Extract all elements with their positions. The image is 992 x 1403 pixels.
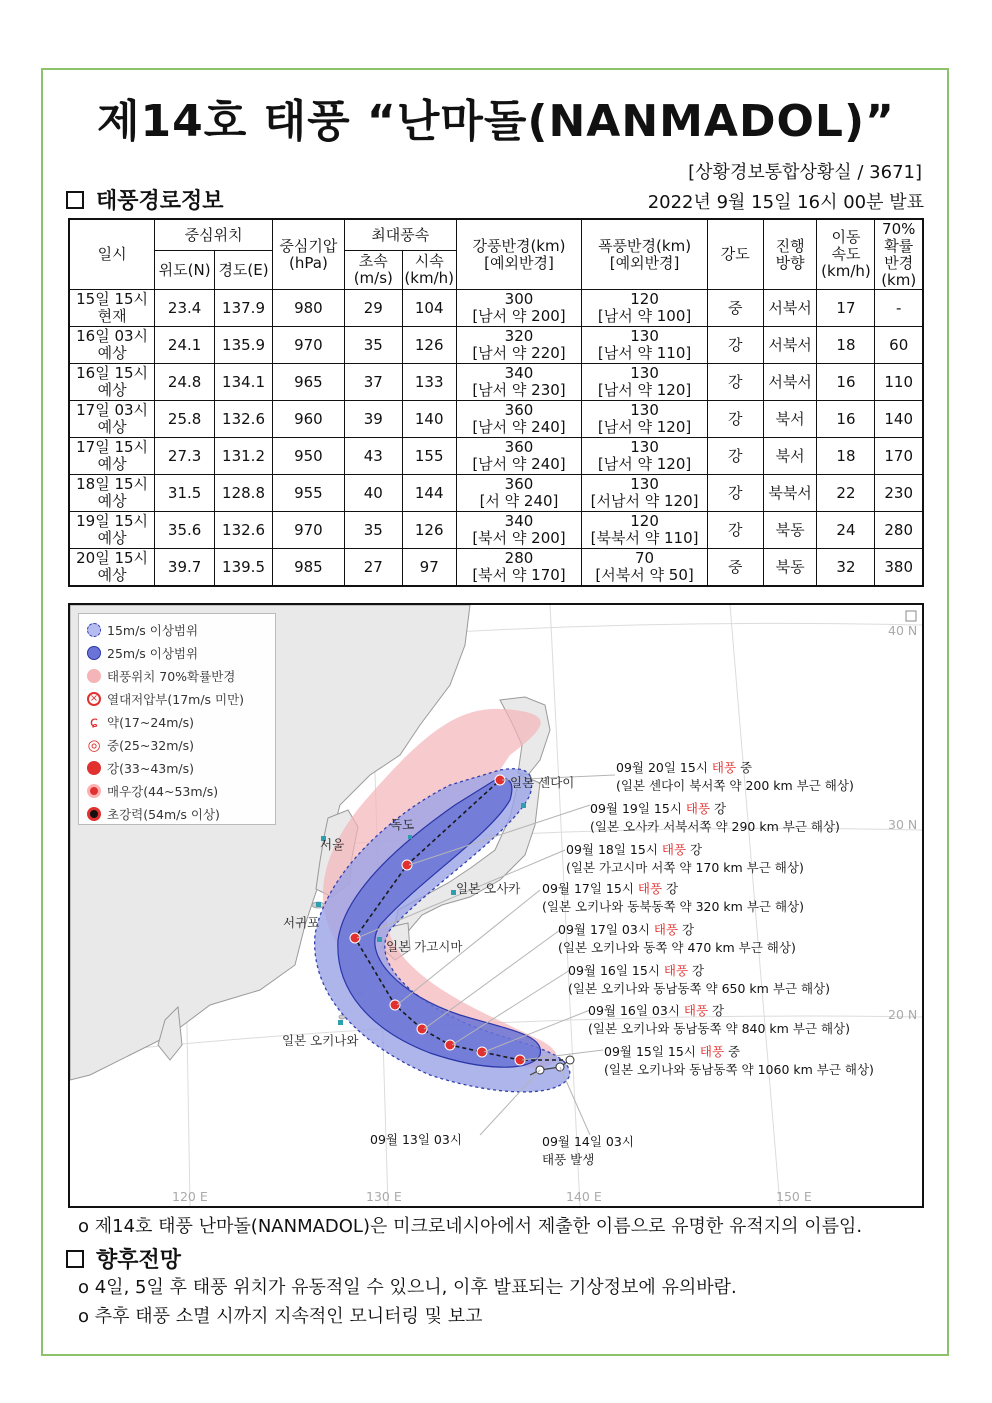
typhoon-super-icon bbox=[87, 807, 101, 821]
coord-30n: 30 N bbox=[888, 817, 918, 832]
annotation-0917-15: 09월 17일 15시 태풍 강 (일본 오키나와 동북동쪽 약 320 km 부근 해상) bbox=[542, 881, 804, 914]
label-osaka: 일본 오사카 bbox=[456, 881, 521, 896]
th-kmh: 시속 (km/h) bbox=[402, 251, 456, 290]
office-label: [상황경보통합상황실 / 3671] bbox=[688, 162, 922, 183]
section-outlook-label: 향후전망 bbox=[96, 1248, 182, 1273]
track-table bbox=[68, 218, 924, 587]
label-okinawa: 일본 오키나와 bbox=[282, 1033, 359, 1048]
th-direction: 진행 방향 bbox=[763, 219, 817, 290]
marker-okinawa bbox=[338, 1020, 343, 1025]
coord-120e: 120 E bbox=[172, 1189, 208, 1204]
page-title: 제14호 태풍 “난마돌(NANMADOL)” bbox=[97, 96, 895, 147]
label-kagoshima: 일본 가고시마 bbox=[386, 939, 463, 954]
th-prob: 70% 확률 반경 (km) bbox=[875, 219, 923, 290]
label-seoul: 서울 bbox=[320, 837, 345, 852]
legend-15ms: 15m/s 이상범위 bbox=[87, 620, 198, 640]
th-speed: 이동 속도 (km/h) bbox=[817, 219, 875, 290]
typhoon-track-map bbox=[68, 603, 924, 1208]
annotation-0918: 09월 18일 15시 태풍 강 (일본 가고시마 서쪽 약 170 km 부근 해상) bbox=[566, 842, 804, 875]
th-intensity: 강도 bbox=[707, 219, 763, 290]
track-point-0916-15 bbox=[445, 1040, 455, 1050]
label-origin-0914: 09월 14일 03시 태풍 발생 bbox=[542, 1134, 634, 1167]
label-seogwipo: 서귀포 bbox=[283, 915, 320, 930]
coord-40n: 40 N bbox=[888, 623, 918, 638]
coord-130e: 130 E bbox=[366, 1189, 402, 1204]
section-outlook-heading bbox=[66, 1243, 181, 1274]
table-row: 19일 15시 예상 35.6 132.6 970 35 126 340 [북서 약 200] 120 [북북서 약 110] 강 북동 24 280 bbox=[69, 512, 923, 549]
coord-150e: 150 E bbox=[776, 1189, 812, 1204]
annotation-0917-03: 09월 17일 03시 태풍 강 (일본 오키나와 동쪽 약 470 km 부근 해상) bbox=[558, 922, 796, 955]
typhoon-moderate-icon: ◎ bbox=[87, 736, 101, 754]
table-row: 16일 03시 예상 24.1 135.9 970 35 126 320 [남서 약 220] 130 [남서 약 110] 강 서북서 18 60 bbox=[69, 327, 923, 364]
table-row: 20일 15시 예상 39.7 139.5 985 27 97 280 [북서 약 170] 70 [서북서 약 50] 중 북동 32 380 bbox=[69, 549, 923, 587]
checkbox-icon bbox=[66, 191, 84, 209]
pink-circle-icon bbox=[87, 669, 101, 683]
legend-td: × 열대저압부(17m/s 미만) bbox=[87, 689, 244, 709]
outlook-item: o 4일, 5일 후 태풍 위치가 유동적일 수 있으니, 이후 발표되는 기상정보에 유의바람. bbox=[78, 1277, 737, 1298]
table-row: 16일 15시 예상 24.8 134.1 965 37 133 340 [남서 약 230] 130 [남서 약 120] 강 서북서 16 110 bbox=[69, 364, 923, 401]
section-track-heading bbox=[66, 184, 224, 215]
th-maxwind: 최대풍속 bbox=[344, 219, 456, 251]
label-origin-0913: 09월 13일 03시 bbox=[370, 1132, 462, 1147]
th-pressure: 중심기압 (hPa) bbox=[272, 219, 344, 290]
announce-date: 2022년 9월 15일 16시 00분 발표 bbox=[647, 192, 924, 213]
legend-strong: 강(33~43m/s) bbox=[87, 758, 194, 778]
marker-dokdo bbox=[408, 835, 412, 839]
table-row: 17일 03시 예상 25.8 132.6 960 39 140 360 [남서 약 240] 130 [남서 약 120] 강 북서 16 140 bbox=[69, 401, 923, 438]
typhoon-weak-icon: ɕ bbox=[89, 713, 99, 731]
track-point-0918 bbox=[350, 933, 360, 943]
legend-weak: ɕ 약(17~24m/s) bbox=[87, 712, 194, 732]
table-row: 17일 15시 예상 27.3 131.2 950 43 155 360 [남서 약 240] 130 [남서 약 120] 강 북서 18 170 bbox=[69, 438, 923, 475]
legend-super: 초강력(54m/s 이상) bbox=[87, 804, 220, 824]
dotted-circle-icon bbox=[87, 623, 101, 637]
th-ms: 초속 (m/s) bbox=[344, 251, 402, 290]
th-datetime: 일시 bbox=[69, 219, 155, 290]
track-point-0917-03 bbox=[417, 1024, 427, 1034]
coord-20n: 20 N bbox=[888, 1007, 918, 1022]
th-storm: 폭풍반경(km) [예외반경] bbox=[582, 219, 708, 290]
annotation-0916-15: 09월 16일 15시 태풍 강 (일본 오키나와 동남동쪽 약 650 km 부근 해상) bbox=[568, 963, 830, 996]
note-name-origin: o 제14호 태풍 난마돌(NANMADOL)은 미크로네시아에서 제출한 이름으로 유명한 유적지의 이름임. bbox=[78, 1216, 863, 1237]
filled-circle-icon bbox=[87, 646, 101, 660]
th-lon: 경도(E) bbox=[215, 251, 273, 290]
checkbox-icon bbox=[66, 1250, 84, 1268]
annotation-0919: 09월 19일 15시 태풍 강 (일본 오사카 서북서쪽 약 290 km 부근 해상) bbox=[590, 801, 840, 834]
annotation-0916-03: 09월 16일 03시 태풍 강 (일본 오키나와 동남동쪽 약 840 km 부근 해상) bbox=[588, 1003, 850, 1036]
annotation-0915: 09월 15일 15시 태풍 중 (일본 오키나와 동남동쪽 약 1060 km 부근 해상) bbox=[604, 1044, 874, 1077]
th-lat: 위도(N) bbox=[155, 251, 215, 290]
past-point bbox=[566, 1056, 574, 1064]
th-gale: 강풍반경(km) [예외반경] bbox=[456, 219, 582, 290]
th-center: 중심위치 bbox=[155, 219, 273, 251]
outlook-item: o 추후 태풍 소멸 시까지 지속적인 모니터링 및 보고 bbox=[78, 1306, 483, 1327]
table-row: 18일 15시 예상 31.5 128.8 955 40 144 360 [서 약 240] 130 [서남서 약 120] 강 북북서 22 230 bbox=[69, 475, 923, 512]
typhoon-very-strong-icon bbox=[87, 784, 101, 798]
label-sendai: 일본 센다이 bbox=[510, 775, 575, 790]
label-dokdo: 독도 bbox=[390, 817, 415, 832]
legend-moderate: ◎ 중(25~32m/s) bbox=[87, 736, 195, 754]
table-row: 15일 15시 현재 23.4 137.9 980 29 104 300 [남서 약 200] 120 [남서 약 100] 중 서북서 17 - bbox=[69, 290, 923, 327]
typhoon-strong-icon bbox=[87, 761, 101, 775]
marker-sendai bbox=[521, 803, 526, 808]
coord-140e: 140 E bbox=[566, 1189, 602, 1204]
cross-circle-icon: × bbox=[87, 692, 101, 706]
legend-prob: 태풍위치 70%확률반경 bbox=[87, 666, 235, 686]
section-track-label: 태풍경로정보 bbox=[96, 189, 224, 214]
annotation-0920: 09월 20일 15시 태풍 중 (일본 센다이 북서쪽 약 200 km 부근 해상) bbox=[616, 760, 854, 793]
legend-very-strong: 매우강(44~53m/s) bbox=[87, 781, 218, 801]
track-point-0917-15 bbox=[390, 1000, 400, 1010]
track-point-0916-03 bbox=[477, 1047, 487, 1057]
legend-25ms: 25m/s 이상범위 bbox=[87, 643, 198, 663]
map-legend bbox=[78, 613, 276, 825]
marker-kagoshima bbox=[377, 937, 382, 942]
marker-seogwipo bbox=[316, 902, 321, 907]
